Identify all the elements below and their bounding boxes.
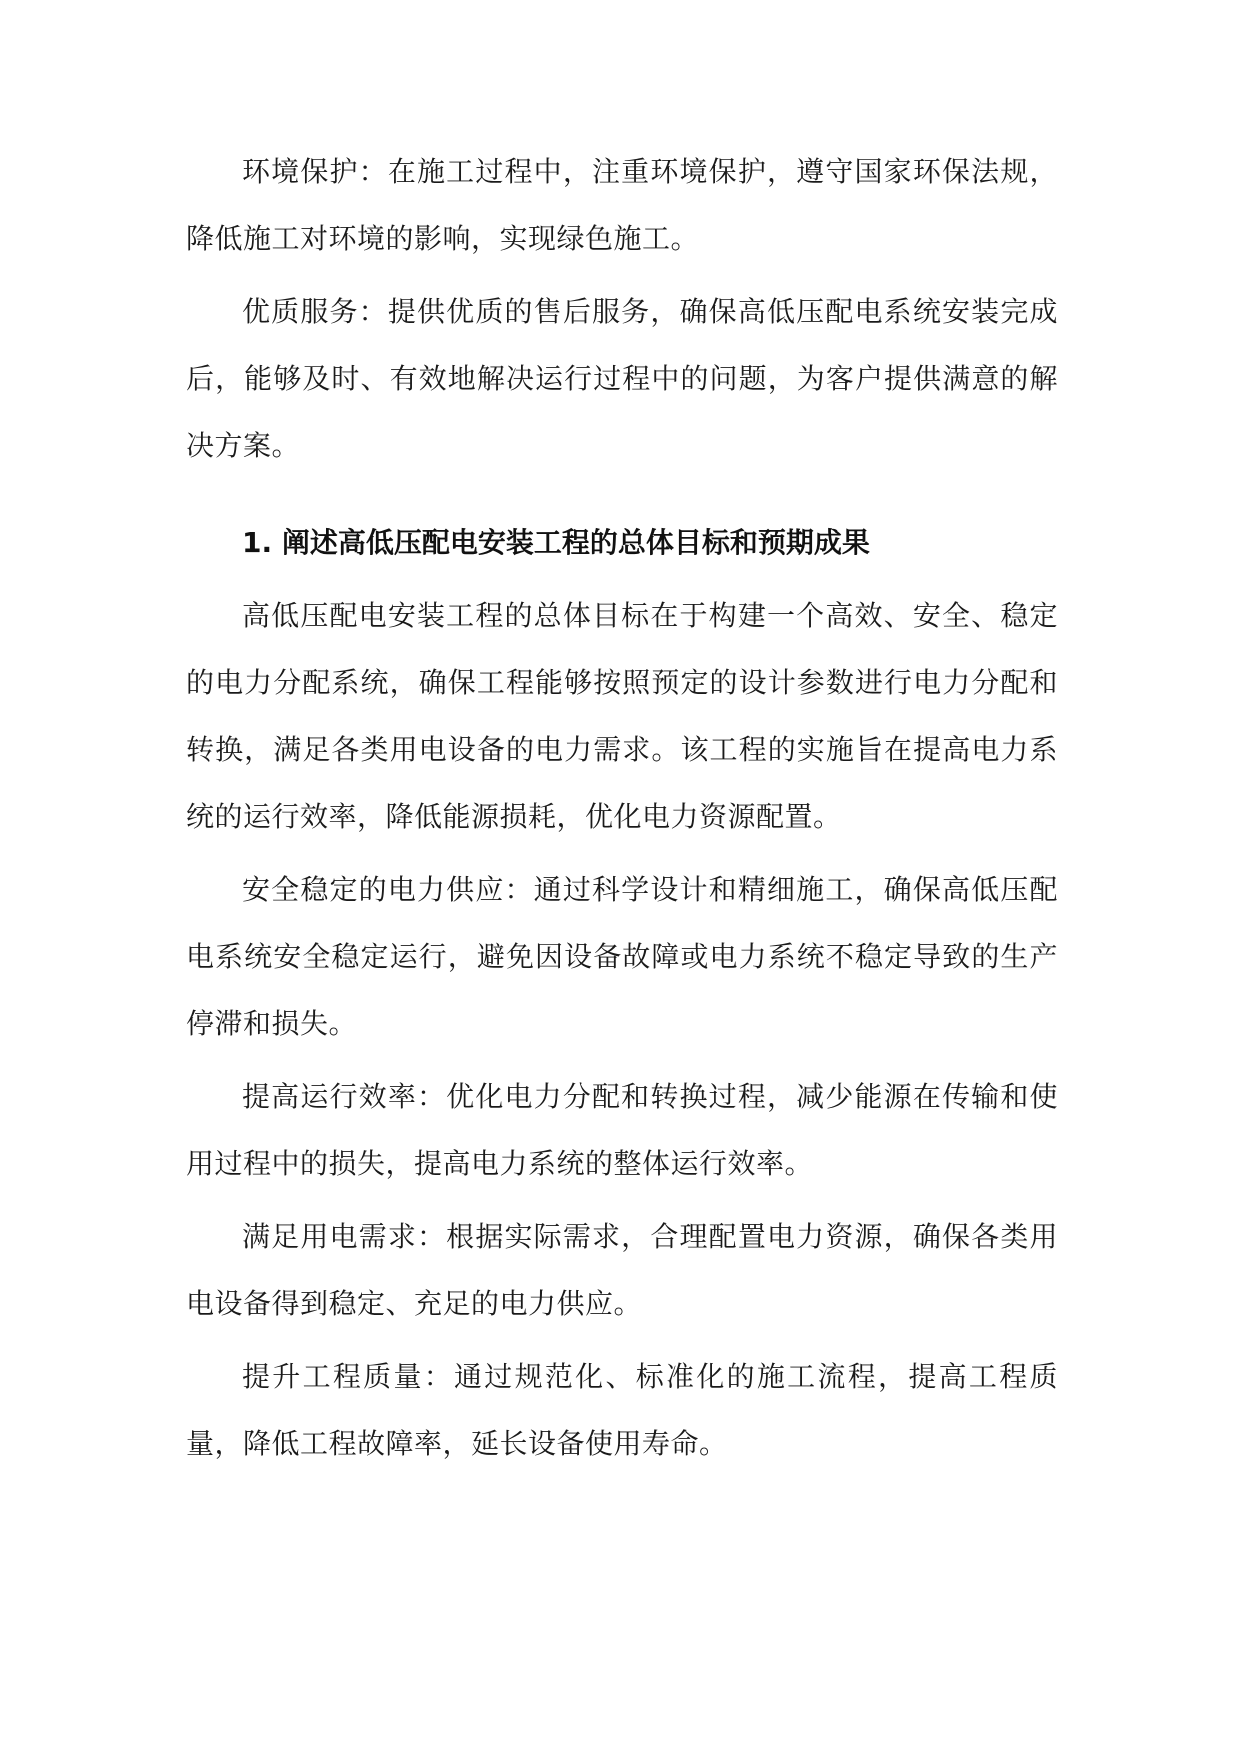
paragraph-engineering-quality: 提升工程质量：通过规范化、标准化的施工流程，提高工程质量，降低工程故障率，延长设备使用寿命。: [186, 1360, 1058, 1460]
paragraph-efficiency: 提高运行效率：优化电力分配和转换过程，减少能源在传输和使用过程中的损失，提高电力系统的整体运行效率。: [186, 1080, 1058, 1180]
section-spacer: [186, 479, 1058, 509]
paragraph-power-demand: 满足用电需求：根据实际需求，合理配置电力资源，确保各类用电设备得到稳定、充足的电力供应。: [186, 1220, 1058, 1320]
section-heading: 1. 阐述高低压配电安装工程的总体目标和预期成果: [242, 526, 870, 559]
paragraph-overall-goal: 高低压配电安装工程的总体目标在于构建一个高效、安全、稳定的电力分配系统，确保工程能够按照预定的设计参数进行电力分配和转换，满足各类用电设备的电力需求。该工程的实施旨在提高电力系统的运行效率，降低能源损耗，优化电力资源配置。: [186, 599, 1058, 833]
paragraph-quality-service: 优质服务：提供优质的售后服务，确保高低压配电系统安装完成后，能够及时、有效地解决运行过程中的问题，为客户提供满意的解决方案。: [186, 295, 1058, 462]
document-body: [186, 138, 1058, 1477]
paragraph-safe-power-supply: 安全稳定的电力供应：通过科学设计和精细施工，确保高低压配电系统安全稳定运行，避免因设备故障或电力系统不稳定导致的生产停滞和损失。: [186, 873, 1058, 1040]
paragraph-environment-protection: 环境保护：在施工过程中，注重环境保护，遵守国家环保法规，降低施工对环境的影响，实现绿色施工。: [186, 155, 1058, 255]
